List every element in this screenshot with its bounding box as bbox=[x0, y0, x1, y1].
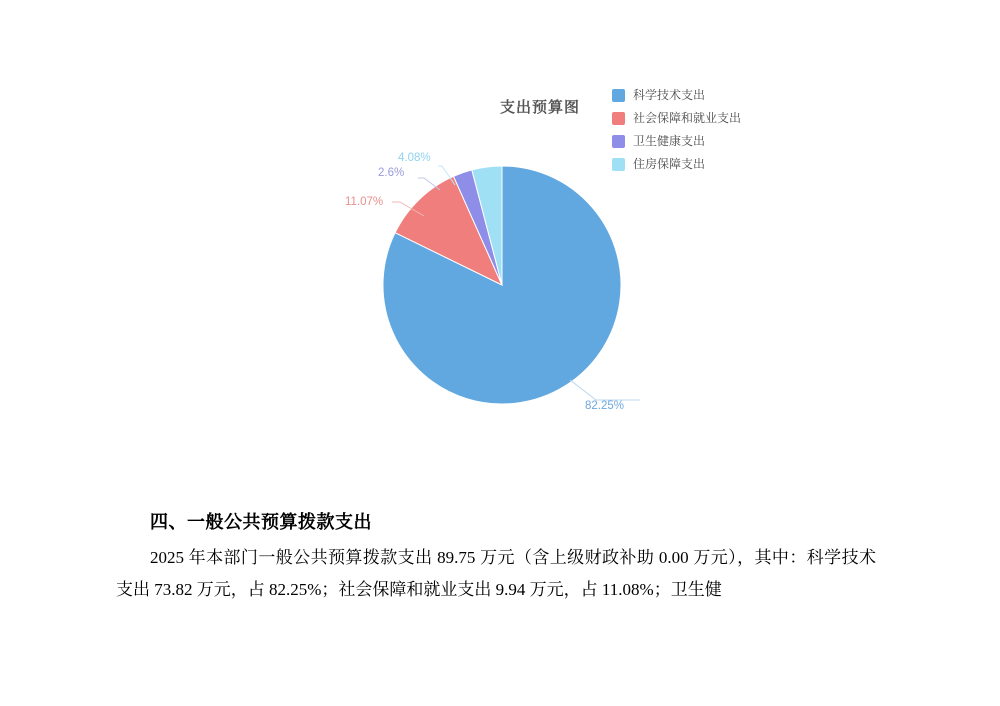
legend-label: 住房保障支出 bbox=[633, 157, 706, 171]
legend-label: 社会保障和就业支出 bbox=[633, 111, 742, 125]
data-label-health: 2.6% bbox=[378, 167, 405, 179]
chart-title: 支出预算图 bbox=[499, 99, 580, 116]
section-heading: 四、一般公共预算拨款支出 bbox=[150, 512, 372, 532]
legend-label: 卫生健康支出 bbox=[633, 134, 706, 148]
data-label-social-security: 11.07% bbox=[345, 196, 384, 208]
body-paragraph: 2025 年本部门一般公共预算拨款支出 89.75 万元（含上级财政补助 0.00 万元），其中：科学技术支出 73.82 万元，占 82.25%；社会保障和就业支出 9.94 万元，占 11.08%；卫生健 bbox=[116, 548, 876, 599]
data-label-science-tech: 82.25% bbox=[585, 400, 625, 412]
data-label-housing: 4.08% bbox=[398, 152, 431, 164]
legend-label: 科学技术支出 bbox=[633, 88, 706, 102]
